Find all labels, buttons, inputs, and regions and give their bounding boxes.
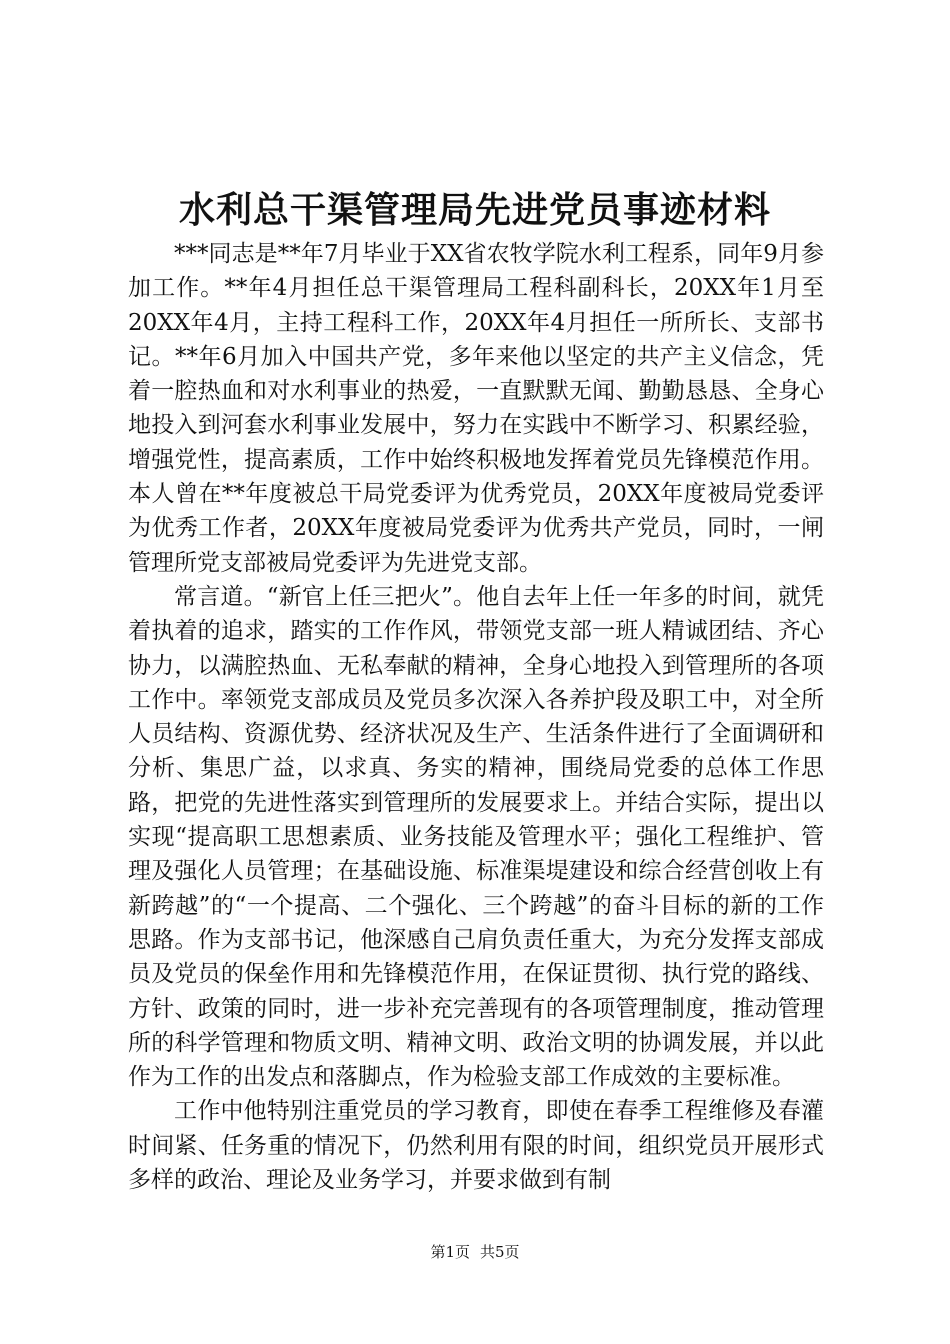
page-footer — [0, 1240, 950, 1264]
paragraph-3: 工作中他特别注重党员的学习教育，即使在春季工程维修及春灌时间紧、任务重的情况下，仍然利用有限的时间，组织党员开展形式多样的政治、理论及业务学习，并要求做到有制 — [128, 1098, 824, 1194]
paragraph-1: ***同志是**年7月毕业于XX省农牧学院水利工程系，同年9月参加工作。**年4月担任总干渠管理局工程科副科长，20XX年1月至20XX年4月，主持工程科工作，20XX年4月担任一所所长、支部书记。**年6月加入中国共产党，多年来他以坚定的共产主义信念，凭着一腔热血和对水利事业的热爱，一直默默无闻、勤勤恳恳、全身心地投入到河套水利事业发展中，努力在实践中不断学习、积累经验，增强党性，提高素质，工作中始终积极地发挥着党员先锋模范作用。本人曾在**年度被总干局党委评为优秀党员，20XX年度被局党委评为优秀工作者，20XX年度被局党委评为优秀共产党员，同时，一闸管理所党支部被局党委评为先进党支部。 — [128, 241, 824, 576]
page-total: 共5页 — [480, 1243, 520, 1261]
paragraph-2: 常言道。“新官上任三把火”。他自去年上任一年多的时间，就凭着执着的追求，踏实的工作作风，带领党支部一班人精诚团结、齐心协力，以满腔热血、无私奉献的精神，全身心地投入到管理所的各项工作中。率领党支部成员及党员多次深入各养护段及职工中，对全所人员结构、资源优势、经济状况及生产、生活条件进行了全面调研和分析、集思广益，以求真、务实的精神，围绕局党委的总体工作思路，把党的先进性落实到管理所的发展要求上。并结合实际，提出以实现“提高职工思想素质、业务技能及管理水平；强化工程维护、管理及强化人员管理；在基础设施、标准渠堤建设和综合经营创收上有新跨越”的“一个提高、二个强化、三个跨越”的奋斗目标的新的工作思路。作为支部书记，他深感自己肩负责任重大，为充分发挥支部成员及党员的保垒作用和先锋模范作用，在保证贯彻、执行党的路线、方针、政策的同时，进一步补充完善现有的各项管理制度，推动管理所的科学管理和物质文明、精神文明、政治文明的协调发展，并以此作为工作的出发点和落脚点，作为检验支部工作成效的主要标准。 — [128, 583, 824, 1091]
page-number: 第1页 — [430, 1243, 470, 1261]
document-body — [128, 237, 824, 1197]
page-title: 水利总干渠管理局先进党员事迹材料 — [178, 189, 771, 231]
